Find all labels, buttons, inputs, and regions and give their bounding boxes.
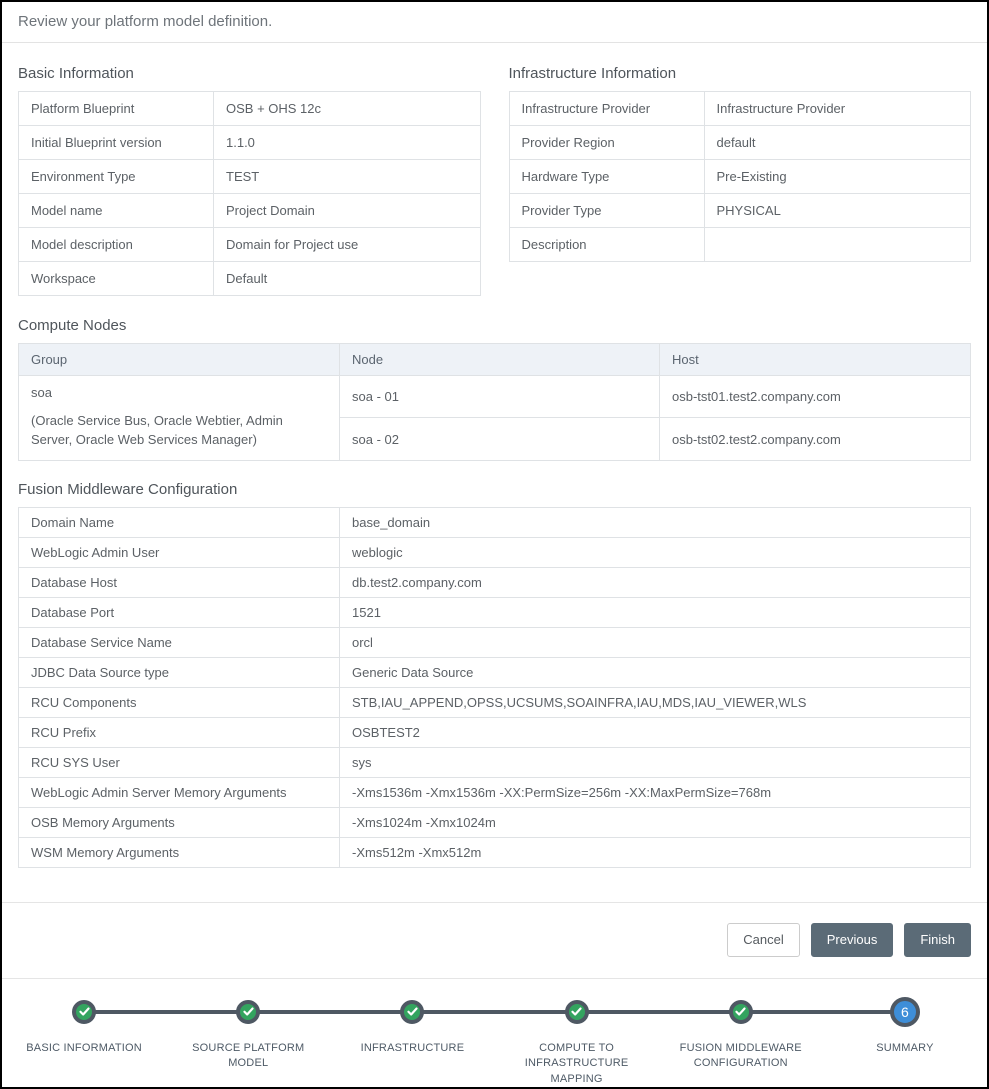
row-label: RCU SYS User (19, 747, 340, 777)
row-value: weblogic (340, 537, 971, 567)
row-label: RCU Components (19, 687, 340, 717)
row-value: Domain for Project use (214, 228, 481, 262)
finish-button[interactable]: Finish (904, 923, 971, 957)
row-label: Database Service Name (19, 627, 340, 657)
table-row (509, 126, 971, 160)
step-done-dot (72, 1000, 96, 1024)
step-label: BASIC INFORMATION (26, 1041, 142, 1054)
cancel-button[interactable]: Cancel (727, 923, 799, 957)
row-value: orcl (340, 627, 971, 657)
row-label: Model name (19, 194, 214, 228)
row-label: Provider Type (509, 194, 704, 228)
row-label: Database Host (19, 567, 340, 597)
step-fusion-middleware-configuration[interactable] (659, 992, 823, 1087)
row-value: 1.1.0 (214, 126, 481, 160)
top-tables-row (18, 53, 971, 296)
table-row (19, 597, 971, 627)
row-label: Model description (19, 228, 214, 262)
step-done-dot (400, 1000, 424, 1024)
row-value: Default (214, 262, 481, 296)
row-value: 1521 (340, 597, 971, 627)
infrastructure-information-heading: Infrastructure Information (508, 65, 677, 82)
step-compute-to-infrastructure-mapping[interactable] (495, 992, 659, 1087)
step-done-dot (236, 1000, 260, 1024)
table-row (19, 507, 971, 537)
step-done-dot (565, 1000, 589, 1024)
check-icon (242, 1005, 255, 1018)
row-label: Provider Region (509, 126, 704, 160)
table-row (19, 537, 971, 567)
table-row (19, 627, 971, 657)
infrastructure-information-section (509, 53, 972, 262)
table-row (19, 92, 481, 126)
basic-information-heading: Basic Information (18, 65, 134, 82)
node-cell: soa - 01 (340, 376, 660, 418)
wizard-step-tracker (2, 979, 987, 1087)
row-label: Hardware Type (509, 160, 704, 194)
check-icon (78, 1005, 91, 1018)
table-row (19, 160, 481, 194)
step-label: FUSION MIDDLEWARE CONFIGURATION (679, 1041, 802, 1070)
step-active-dot: 6 (890, 997, 920, 1027)
table-row (19, 567, 971, 597)
row-value (704, 228, 971, 262)
table-row (19, 657, 971, 687)
row-label: OSB Memory Arguments (19, 807, 340, 837)
row-label: WSM Memory Arguments (19, 837, 340, 867)
row-value: base_domain (340, 507, 971, 537)
row-label: WebLogic Admin User (19, 537, 340, 567)
node-cell: soa - 02 (340, 418, 660, 460)
table-header-row (19, 344, 971, 376)
footer-button-bar (2, 902, 987, 979)
table-row (19, 376, 971, 418)
basic-information-table (18, 91, 481, 296)
host-cell: osb-tst02.test2.company.com (660, 418, 971, 460)
table-row (509, 92, 971, 126)
row-value: -Xms1024m -Xmx1024m (340, 807, 971, 837)
step-source-platform-model[interactable] (166, 992, 330, 1087)
step-label: SUMMARY (876, 1041, 934, 1054)
row-value: sys (340, 747, 971, 777)
table-row (509, 228, 971, 262)
group-cell (19, 376, 340, 461)
steps-row (2, 992, 987, 1087)
row-value: Pre-Existing (704, 160, 971, 194)
row-value: STB,IAU_APPEND,OPSS,UCSUMS,SOAINFRA,IAU,MDS,IAU_VIEWER,WLS (340, 687, 971, 717)
table-row (19, 687, 971, 717)
basic-information-section (18, 53, 481, 296)
row-value: OSBTEST2 (340, 717, 971, 747)
step-done-dot (729, 1000, 753, 1024)
row-value: -Xms1536m -Xmx1536m -XX:PermSize=256m -XX:MaxPermSize=768m (340, 777, 971, 807)
row-label: RCU Prefix (19, 717, 340, 747)
group-name: soa (31, 385, 52, 400)
row-label: WebLogic Admin Server Memory Arguments (19, 777, 340, 807)
step-summary-active[interactable] (823, 992, 987, 1087)
step-label: INFRASTRUCTURE (360, 1041, 465, 1054)
table-row (19, 262, 481, 296)
row-value: OSB + OHS 12c (214, 92, 481, 126)
row-label: Environment Type (19, 160, 214, 194)
fusion-middleware-table (18, 507, 971, 868)
row-value: Project Domain (214, 194, 481, 228)
row-value: default (704, 126, 971, 160)
row-label: Platform Blueprint (19, 92, 214, 126)
row-label: Description (509, 228, 704, 262)
check-icon (570, 1005, 583, 1018)
column-header-host: Host (660, 344, 971, 376)
row-value: PHYSICAL (704, 194, 971, 228)
group-detail: (Oracle Service Bus, Oracle Webtier, Admin Server, Oracle Web Services Manager) (31, 413, 283, 447)
column-header-node: Node (340, 344, 660, 376)
table-row (509, 194, 971, 228)
row-value: Infrastructure Provider (704, 92, 971, 126)
row-value: -Xms512m -Xmx512m (340, 837, 971, 867)
table-row (19, 126, 481, 160)
row-label: Workspace (19, 262, 214, 296)
row-label: Domain Name (19, 507, 340, 537)
row-label: Initial Blueprint version (19, 126, 214, 160)
table-row (19, 717, 971, 747)
fusion-middleware-section (18, 481, 971, 868)
step-label: COMPUTE TO INFRASTRUCTURE MAPPING (524, 1041, 629, 1085)
table-row (19, 747, 971, 777)
table-row (19, 777, 971, 807)
table-row (509, 160, 971, 194)
fusion-middleware-heading: Fusion Middleware Configuration (18, 480, 238, 498)
check-icon (406, 1005, 419, 1018)
table-row (19, 807, 971, 837)
check-icon (734, 1005, 747, 1018)
row-value: TEST (214, 160, 481, 194)
previous-button[interactable]: Previous (811, 923, 894, 957)
table-row (19, 228, 481, 262)
table-row (19, 194, 481, 228)
compute-nodes-table (18, 343, 971, 461)
summary-content (2, 43, 987, 902)
table-row (19, 837, 971, 867)
step-infrastructure[interactable] (330, 992, 494, 1087)
compute-nodes-section (18, 317, 971, 461)
step-basic-information[interactable] (2, 992, 166, 1087)
row-label: Infrastructure Provider (509, 92, 704, 126)
row-label: JDBC Data Source type (19, 657, 340, 687)
step-label: SOURCE PLATFORM MODEL (192, 1041, 305, 1070)
row-value: Generic Data Source (340, 657, 971, 687)
host-cell: osb-tst01.test2.company.com (660, 376, 971, 418)
column-header-group: Group (19, 344, 340, 376)
dialog-title: Review your platform model definition. (2, 2, 987, 43)
compute-nodes-heading: Compute Nodes (18, 317, 127, 334)
infrastructure-information-table (509, 91, 972, 262)
row-value: db.test2.company.com (340, 567, 971, 597)
row-label: Database Port (19, 597, 340, 627)
